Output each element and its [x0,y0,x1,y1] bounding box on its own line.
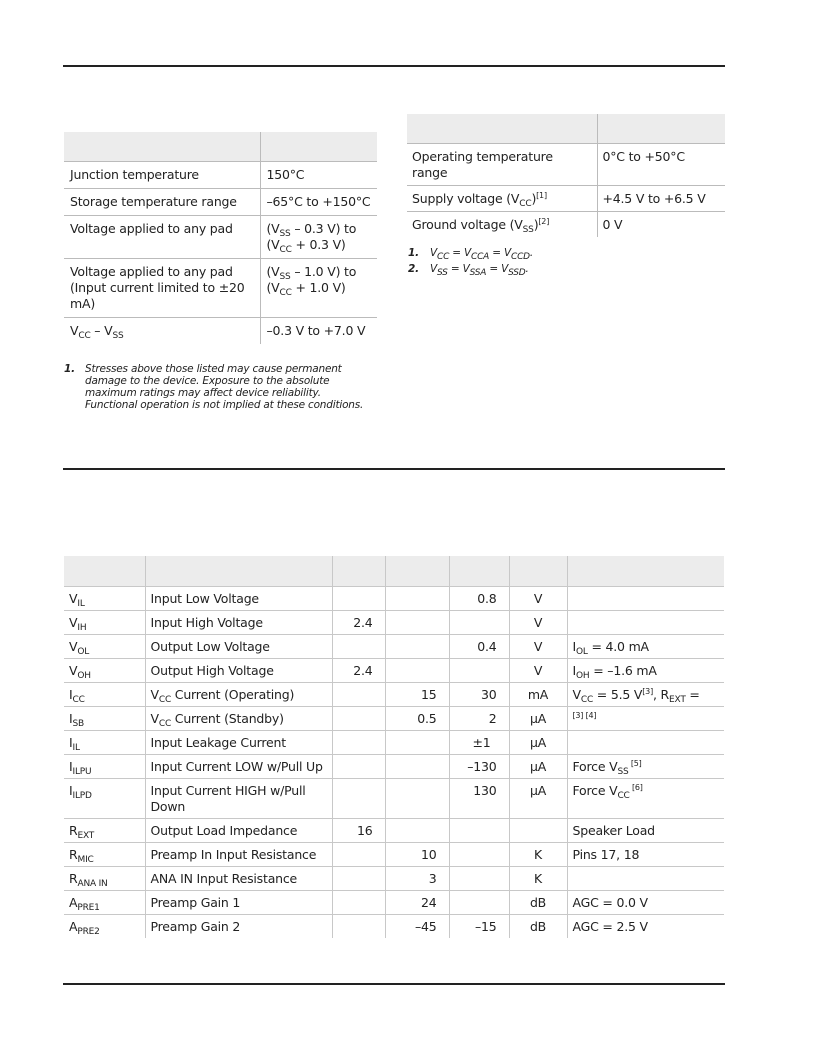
min-cell [332,707,385,731]
operating-footnote-2 [408,263,708,278]
table-row [64,216,377,259]
typ-cell: 15 [385,683,449,707]
unit-cell: µA [509,755,567,779]
value-cell: +4.5 V to +6.5 V [597,186,725,212]
min-cell [332,587,385,611]
max-cell: 2 [449,707,509,731]
symbol-cell: $I_{IL}$ [64,731,145,755]
value-cell: –0.3 V to +7.0 V [260,318,377,345]
conditions-cell: Force $V_{CC}$ [6] [567,779,724,819]
unit-cell: V [509,635,567,659]
unit-cell: mA [509,683,567,707]
operating-conditions-table [407,114,725,237]
table-row [64,819,724,843]
max-cell: 30 [449,683,509,707]
min-cell [332,755,385,779]
unit-cell: V [509,611,567,635]
typ-cell [385,587,449,611]
typ-cell [385,611,449,635]
table-row [64,891,724,915]
conditions-cell: Speaker Load [567,819,724,843]
table-row [407,186,725,212]
table-row [64,659,724,683]
unit-cell: dB [509,891,567,915]
symbol-cell: $R_{ANA IN}$ [64,867,145,891]
parameter-cell: Preamp Gain 2 [145,915,332,939]
param-cell: Voltage applied to any pad (Input current limited to ±20 mA) [64,259,260,318]
param-cell: $V_{CC} - V_{SS}$ [70,323,124,341]
min-cell [332,635,385,659]
min-cell [332,731,385,755]
max-cell: 0.8 [449,587,509,611]
min-cell [332,891,385,915]
footnote-text: $V_{SS} = V_{SSA} = V_{SSD}$. [430,263,529,278]
max-cell: 130 [449,779,509,819]
max-cell: –15 [449,915,509,939]
typ-cell [385,779,449,819]
unit-cell [509,819,567,843]
typ-cell [385,731,449,755]
conditions-cell [567,587,724,611]
typ-cell: 24 [385,891,449,915]
typ-cell [385,659,449,683]
table-row [64,318,377,345]
table-row [64,755,724,779]
parameter-cell: Output High Voltage [145,659,332,683]
unit-cell: K [509,867,567,891]
value-cell: 0 V [597,212,725,238]
max-cell [449,843,509,867]
unit-cell: µA [509,731,567,755]
parameter-cell: $V_{CC}$ Current (Standby) [145,707,332,731]
typ-cell: 3 [385,867,449,891]
conditions-cell: $I_{OL} = 4.0$ mA [567,635,724,659]
unit-cell: V [509,659,567,683]
min-cell [332,867,385,891]
table-row [64,189,377,216]
table-row [64,707,724,731]
conditions-cell: AGC = 0.0 V [567,891,724,915]
conditions-cell: [3] [4] [567,707,724,731]
conditions-cell [567,731,724,755]
symbol-cell: $A_{PRE1}$ [64,891,145,915]
footnote-number: 1. [408,247,419,259]
max-cell [449,659,509,683]
table-row [407,144,725,186]
symbol-cell: $V_{IH}$ [64,611,145,635]
max-cell: 0.4 [449,635,509,659]
table-row [64,683,724,707]
parameter-cell: Preamp Gain 1 [145,891,332,915]
max-cell: ±1 [449,731,509,755]
table-row [64,162,377,189]
conditions-cell: $V_{CC} = 5.5$ V[3], $R_{EXT}$ = [567,683,724,707]
conditions-cell: Force $V_{SS}$ [5] [567,755,724,779]
param-cell: Storage temperature range [64,189,260,216]
unit-cell: dB [509,915,567,939]
symbol-cell: $I_{SB}$ [64,707,145,731]
conditions-cell [567,611,724,635]
footnote-text: Stresses above those listed may cause permanent damage to the device. Exposure to the absolute maximum ratings may affect device reliability. Functional operation is not implied at these conditions. [85,363,364,411]
abs-max-footnote [64,363,364,411]
symbol-cell: $V_{IL}$ [64,587,145,611]
min-cell [332,843,385,867]
conditions-cell [567,867,724,891]
param-cell: Operating temperature range [407,144,597,186]
operating-footnote-1 [408,247,708,262]
unit-cell: µA [509,779,567,819]
value-cell: –65°C to +150°C [260,189,377,216]
typ-cell [385,635,449,659]
param-cell: Voltage applied to any pad [64,216,260,259]
min-cell [332,915,385,939]
typ-cell [385,819,449,843]
typ-cell: –45 [385,915,449,939]
min-cell [332,683,385,707]
parameter-cell: Preamp In Input Resistance [145,843,332,867]
value-cell: 150°C [260,162,377,189]
typ-cell: 0.5 [385,707,449,731]
symbol-cell: $I_{ILPU}$ [64,755,145,779]
table-row [64,779,724,819]
param-cell: Ground voltage $(V_{SS})[2]$ [412,217,550,235]
max-cell [449,611,509,635]
parameter-cell: Input Current HIGH w/Pull Down [145,779,332,819]
unit-cell: V [509,587,567,611]
min-cell: 2.4 [332,611,385,635]
parameter-cell: ANA IN Input Resistance [145,867,332,891]
table-row [64,611,724,635]
table-row [64,843,724,867]
symbol-cell: $I_{ILPD}$ [64,779,145,819]
min-cell [332,779,385,819]
top-rule [63,65,725,67]
absolute-max-ratings-table [64,132,377,344]
conditions-cell: $I_{OH} = -1.6$ mA [567,659,724,683]
table-row [407,212,725,238]
middle-rule [63,468,725,470]
symbol-cell: $R_{EXT}$ [64,819,145,843]
parameter-cell: Input Low Voltage [145,587,332,611]
unit-cell: µA [509,707,567,731]
value-cell: 0°C to +50°C [597,144,725,186]
symbol-cell: $R_{MIC}$ [64,843,145,867]
min-cell: 2.4 [332,659,385,683]
typ-cell: 10 [385,843,449,867]
dc-characteristics-table [64,556,724,938]
typ-cell [385,755,449,779]
footnote-number: 1. [64,363,75,375]
table-row [64,915,724,939]
table-row [64,867,724,891]
conditions-cell: Pins 17, 18 [567,843,724,867]
max-cell [449,819,509,843]
table-row [64,259,377,318]
symbol-cell: $A_{PRE2}$ [69,919,100,937]
parameter-cell: $V_{CC}$ Current (Operating) [145,683,332,707]
symbol-cell: $V_{OH}$ [64,659,145,683]
param-cell: Supply voltage $(V_{CC})[1]$ [407,186,597,212]
min-cell: 16 [332,819,385,843]
footnote-number: 2. [408,263,419,275]
max-cell: –130 [449,755,509,779]
bottom-rule [63,983,725,985]
symbol-cell: $V_{OL}$ [64,635,145,659]
max-cell [449,867,509,891]
max-cell [449,891,509,915]
symbol-cell: $I_{CC}$ [64,683,145,707]
value-cell: ($V_{SS} - 1.0$ V) to ($V_{CC} + 1.0$ V) [260,259,377,318]
parameter-cell: Input High Voltage [145,611,332,635]
unit-cell: K [509,843,567,867]
parameter-cell: Input Current LOW w/Pull Up [145,755,332,779]
table-header-row [64,132,377,162]
parameter-cell: Input Leakage Current [145,731,332,755]
value-cell: ($V_{SS} - 0.3$ V) to ($V_{CC} + 0.3$ V) [260,216,377,259]
table-row [64,587,724,611]
table-header-row [407,114,725,144]
footnote-text: $V_{CC} = V_{CCA} = V_{CCD}$. [430,247,534,262]
conditions-cell: AGC = 2.5 V [567,915,724,939]
parameter-cell: Output Low Voltage [145,635,332,659]
table-header-row [64,556,724,587]
parameter-cell: Output Load Impedance [145,819,332,843]
param-cell: Junction temperature [64,162,260,189]
table-row [64,731,724,755]
table-row [64,635,724,659]
